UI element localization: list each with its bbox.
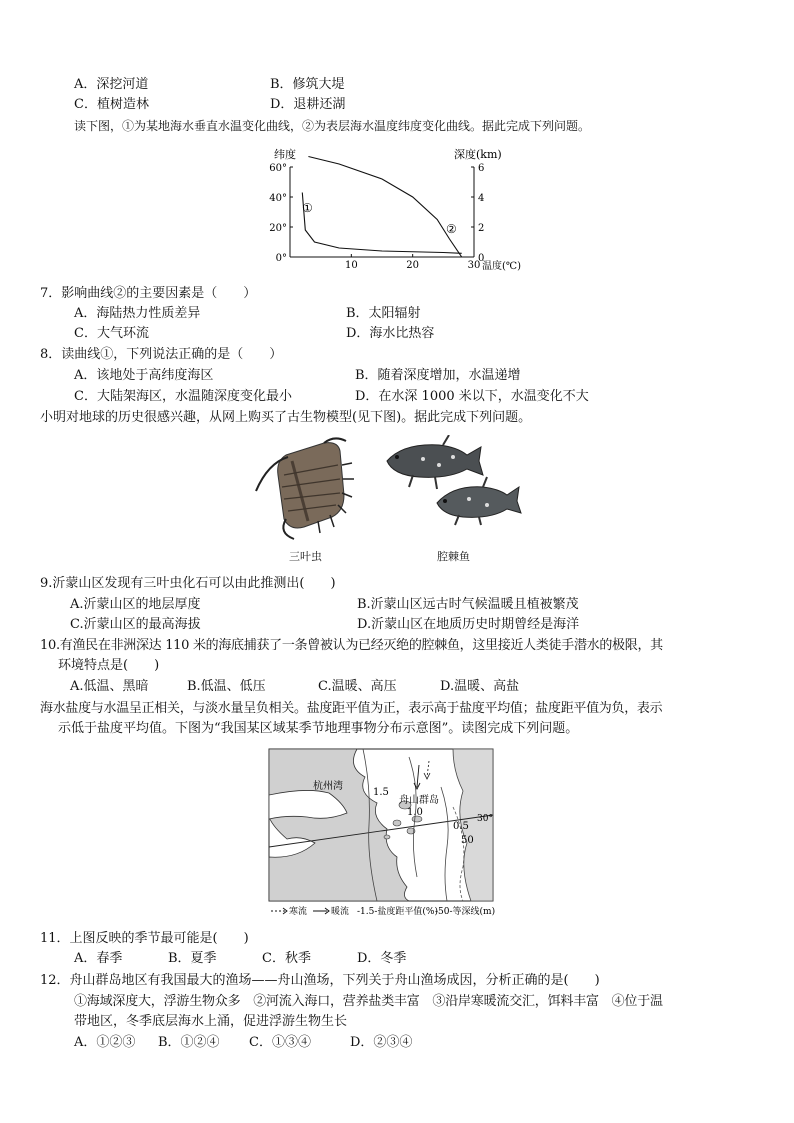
q10-c: C.温暖、高压 <box>318 679 397 694</box>
legend-salinity: -1.5-盐度距平值(%) <box>357 907 438 917</box>
coelacanth-upper <box>387 435 483 489</box>
zhoushan-map <box>267 747 497 919</box>
option-a: A．深挖河道 <box>74 77 149 92</box>
zhoushan-label: 舟山群岛 <box>399 795 439 806</box>
legend-warm: 暖流 <box>331 907 350 917</box>
curve-1 <box>302 193 461 254</box>
coelacanth-image <box>383 435 523 527</box>
right-tick-label: 6 <box>478 163 485 174</box>
iso-1-5-label: 1.5 <box>373 787 389 798</box>
option-b: B．修筑大堤 <box>270 77 345 92</box>
curve-2 <box>308 157 461 258</box>
curve-2-label: ② <box>446 222 457 236</box>
q9-a: A.沂蒙山区的地层厚度 <box>70 597 201 612</box>
q8-a: A．该地处于高纬度海区 <box>74 368 214 383</box>
q12-b: B．①②④ <box>158 1035 220 1050</box>
option-c: C．植树造林 <box>74 97 149 112</box>
q10-b: B.低温、低压 <box>187 679 266 694</box>
q9-stem: 9.沂蒙山区发现有三叶虫化石可以由此推测出( ) <box>40 576 336 591</box>
q12-line2: ①海域深度大，浮游生物众多 ②河流入海口，营养盐类丰富 ③沿岸寒暖流交汇，饵料丰富 ④位于温 <box>74 994 663 1009</box>
left-axis-title: 纬度 <box>274 148 296 161</box>
option-d: D．退耕还湖 <box>270 97 346 112</box>
x-tick-label: 10 <box>344 260 358 271</box>
temperature-chart <box>268 145 538 273</box>
q11-a: A．春季 <box>74 951 123 966</box>
lat-30-label: 30° <box>477 814 493 824</box>
q9-b: B.沂蒙山区远古时气候温暖且植被繁茂 <box>357 597 579 612</box>
q10-a: A.低温、黑暗 <box>70 679 149 694</box>
q9-c: C.沂蒙山区的最高海拔 <box>70 617 201 632</box>
q7-a: A．海陆热力性质差异 <box>74 306 201 321</box>
legend-depth: -50-等深线(m) <box>435 907 496 917</box>
intro-salinity-line2: 示低于盐度平均值。下图为“我国某区域某季节地理事物分布示意图”。读图完成下列问题。 <box>58 721 579 736</box>
x-tick-label: 30 <box>467 260 481 271</box>
intro-temperature: 读下图，①为某地海水垂直水温变化曲线，②为表层海水温度纬度变化曲线。据此完成下列问题。 <box>74 119 591 133</box>
q7-d: D．海水比热容 <box>346 326 435 341</box>
q8-c: C．大陆架海区，水温随深度变化最小 <box>74 389 292 404</box>
left-tick-label: 20° <box>269 223 287 234</box>
depth-50-label: 50 <box>461 835 474 846</box>
right-tick-label: 4 <box>478 193 485 204</box>
iso-0-5-label: 0.5 <box>453 821 469 832</box>
left-tick-label: 0° <box>275 253 287 264</box>
q11-d: D．冬季 <box>357 951 407 966</box>
q7-stem: 7．影响曲线②的主要因素是（ ） <box>40 286 257 301</box>
q10-stem-line1: 10.有渔民在非洲深达 110 米的海底捕获了一条曾被认为已经灭绝的腔棘鱼，这里接近人类徒手潜水的极限，其 <box>40 638 663 653</box>
q8-b: B．随着深度增加，水温递增 <box>355 368 521 383</box>
q12-line3: 带地区，冬季底层海水上涌，促进浮游生物生长 <box>74 1014 348 1029</box>
right-tick-label: 0 <box>478 253 485 264</box>
intro-fossil: 小明对地球的历史很感兴趣，从网上购买了古生物模型(见下图)。据此完成下列问题。 <box>40 410 532 425</box>
right-axis-title: 深度(km) <box>454 148 502 161</box>
q8-d: D．在水深 1000 米以下，水温变化不大 <box>355 389 589 404</box>
q11-stem: 11．上图反映的季节最可能是( ) <box>40 931 249 946</box>
iso-1-0-label: 1.0 <box>407 807 423 818</box>
q7-c: C．大气环流 <box>74 326 149 341</box>
coelacanth-caption: 腔棘鱼 <box>437 550 470 563</box>
coelacanth-lower <box>437 477 521 525</box>
x-tick-label: 20 <box>406 260 420 271</box>
right-tick-label: 2 <box>478 223 485 234</box>
q7-b: B．太阳辐射 <box>346 306 421 321</box>
trilobite-caption: 三叶虫 <box>289 550 322 563</box>
trilobite-image <box>248 435 360 547</box>
left-tick-label: 40° <box>269 193 287 204</box>
q12-c: C．①③④ <box>249 1035 311 1050</box>
q8-stem: 8．读曲线①，下列说法正确的是（ ） <box>40 347 283 362</box>
x-axis-title: 温度(℃) <box>482 261 521 272</box>
hangzhou-bay-label: 杭州湾 <box>313 781 343 792</box>
q10-d: D.温暖、高盐 <box>440 679 520 694</box>
left-tick-label: 60° <box>269 163 287 174</box>
curve-1-label: ① <box>302 201 313 215</box>
q11-b: B．夏季 <box>168 951 217 966</box>
q12-d: D．②③④ <box>350 1035 413 1050</box>
map-legend <box>271 905 495 917</box>
legend-cold: 寒流 <box>289 907 308 917</box>
q12-stem: 12．舟山群岛地区有我国最大的渔场——舟山渔场，下列关于舟山渔场成因，分析正确的是( ) <box>40 973 600 988</box>
q11-c: C．秋季 <box>262 951 311 966</box>
q9-d: D.沂蒙山区在地质历史时期曾经是海洋 <box>357 617 580 632</box>
intro-salinity-line1: 海水盐度与水温呈正相关，与淡水量呈负相关。盐度距平值为正，表示高于盐度平均值；盐度距平值为负，表示 <box>40 701 663 716</box>
q12-a: A．①②③ <box>74 1035 136 1050</box>
q10-stem-line2: 环境特点是( ) <box>58 658 160 673</box>
